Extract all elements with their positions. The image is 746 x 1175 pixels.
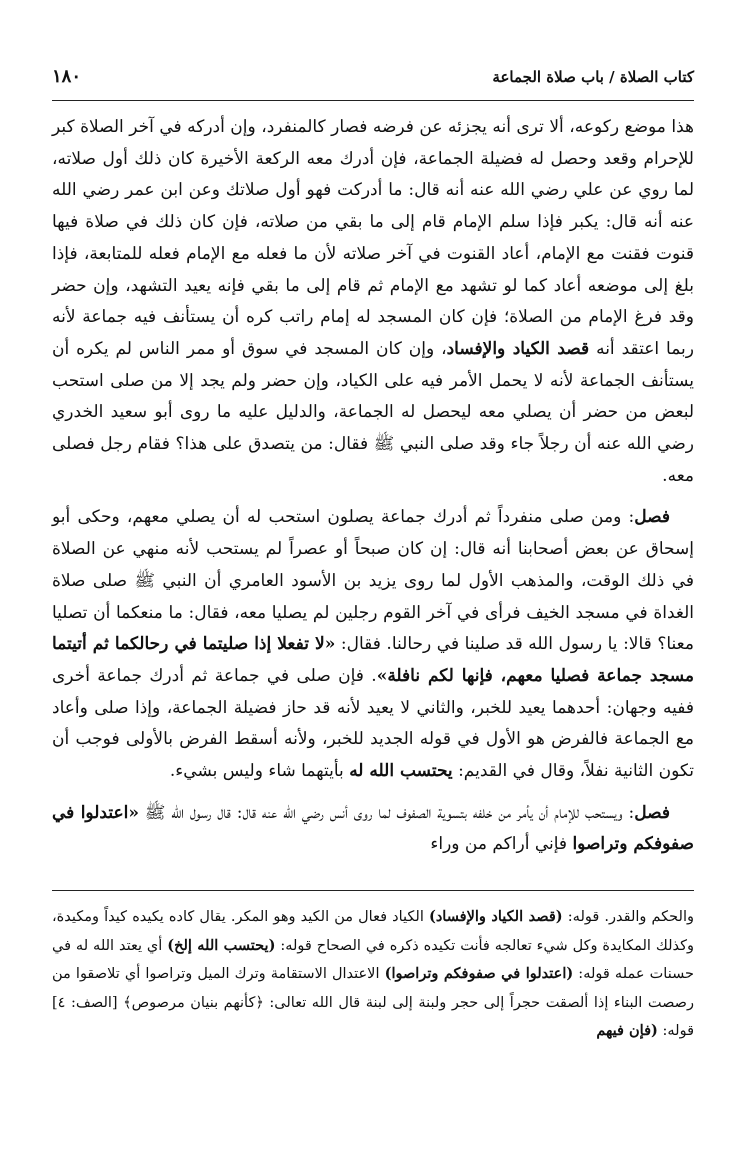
main-text	[52, 112, 694, 861]
footnote-1-cont: الكياد فعال من الكيد وهو المكر. يقال كاده يكيده كيداً ومكيدة، وكذلك المكايدة وكل شيء تعالجه فأنت تكيده ذكره في الصحاح قوله:	[52, 909, 695, 954]
paragraph-2-text: : ومن صلى منفرداً ثم أدرك جماعة يصلون استحب له أن يصلي معهم، وحكى أبو إسحاق عن بعض أصحابنا أنه قال: إن كان صبحاً أو عصراً لم يستحب لأنه منهي عن الصلاة في ذلك الوقت، والمذهب الأول لما روى يزيد بن الأسود العامري أن النبي ﷺ صلى صلاة الغداة في مسجد الخيف فرأى في آخر القوم رجلين لم يصليا معه، فقال: ما منعكما أن تصليا معنا؟ قالا: يا رسول الله قد صلينا في رحالنا. فقال:	[52, 507, 694, 655]
running-title: كتاب الصلاة / باب صلاة الجماعة	[492, 68, 694, 86]
footnote-3-cont: الاعتدال الاستقامة وترك الميل وتراصوا أي تلاصقوا من رصصت البناء إذا ألصقت حجراً إلى حجر ولبنة إلى لبنة قال الله تعالى: ﴿كأنهم بنيان مرصوص﴾ [الصف: ٤] قوله:	[52, 966, 694, 1039]
footnotes	[52, 903, 694, 1046]
footnote-term-3: (اعتدلوا في صفوفكم وتراصوا)	[384, 965, 574, 982]
footnote-term-4: (فإن فيهم	[596, 1022, 658, 1039]
paragraph-3	[52, 798, 694, 861]
paragraph-3-cont: فإني أراكم من وراء	[430, 834, 573, 855]
paragraph-2-end: بأيتهما شاء وليس بشيء.	[169, 761, 350, 782]
emphasis-yahtasib: يحتسب الله له	[349, 761, 453, 782]
footnote-separator	[52, 890, 694, 891]
hadith-quote: «لا تفعلا إذا صليتما في رحالكما ثم أتيتما مسجد جماعة فصليا معهم، فإنها لكم نافلة»	[52, 634, 695, 686]
paragraph-3-text: : ويستحب للإمام أن يأمر من خلفه بتسوية الصفوف لما روى أنس رضي الله عنه قال: قال رسول الله ﷺ	[138, 802, 635, 823]
footnote-1: والحكم والقدر. قوله:	[562, 909, 694, 925]
footnote-term-2: (يحتسب الله إلخ)	[167, 936, 276, 954]
paragraph-1-text: هذا موضع ركوعه، ألا ترى أنه يجزئه عن فرضه فصار كالمنفرد، وإن أدركه في آخر الصلاة كبر للإحرام وقعد وحصل له فضيلة الجماعة، فإن أدرك معه الركعة الأخيرة كان ذلك أول صلاته، لما روي عن علي رضي الله عنه أنه قال: ما أدركت فهو أول صلاتك وعن ابن عمر رضي الله عنه أنه قال: يكبر فإذا سلم الإمام قام إلى ما بقي من صلاته، فإن كان ذلك في صلاة فيها قنوت فقنت مع الإمام، أعاد القنوت في آخر صلاته لأن ما فعله مع الإمام فعله للمتابعة، فإذا بلغ إلى موضعه أعاد كما لو تشهد مع الإمام ثم قام إلى ما بقي فإنه يعيد التشهد، وإن حضر وقد فرغ الإمام من الصلاة؛ فإن كان المسجد له إمام راتب كره أن يستأنف فيه جماعة لأنه ربما اعتقد أنه	[52, 117, 694, 359]
footnote-term-1: (قصد الكياد والإفساد)	[428, 908, 563, 925]
paragraph-1	[52, 112, 694, 492]
paragraph-2-cont: . فإن صلى في جماعة ثم أدرك جماعة أخرى ففيه وجهان: أحدهما يعيد للخبر، والثاني لا يعيد لأنه قد حاز فضيلة الجماعة، وإذا صلى وأعاد مع الجماعة فالفرض هو الأول في قوله الجديد للخبر، ولأنه أسقط الفرض بالأولى فوجب أن تكون الثانية نفلاً، وقال في القديم:	[52, 665, 694, 782]
emphasis-kiyad: قصد الكياد والإفساد	[446, 338, 590, 359]
footnote-2-cont: أي يعتد الله له في حسنات عمله قوله:	[52, 937, 694, 982]
fasl-label-2: فصل	[634, 802, 670, 823]
fasl-label: فصل	[634, 507, 670, 528]
paragraph-2	[52, 502, 694, 787]
page-number: ١٨٠	[52, 66, 82, 87]
paragraph-1-cont: ، وإن كان المسجد في سوق أو ممر الناس لم يكره أن يستأنف الجماعة لأنه لا يحمل الأمر فيه على الكياد، وإن حضر ولم يجد إلا من صلى استحب لبعض من حضر أن يصلي معه ليحصل له الجماعة، والدليل عليه ما روى أبو سعيد الخدري رضي الله عنه أن رجلاً جاء وقد صلى النبي ﷺ فقال: من يتصدق على هذا؟ فقام رجل فصلى معه.	[52, 338, 694, 486]
hadith-quote-2: «اعتدلوا في صفوفكم وتراصوا	[52, 802, 694, 855]
footnote-text	[52, 903, 694, 1046]
page-header	[52, 58, 694, 101]
